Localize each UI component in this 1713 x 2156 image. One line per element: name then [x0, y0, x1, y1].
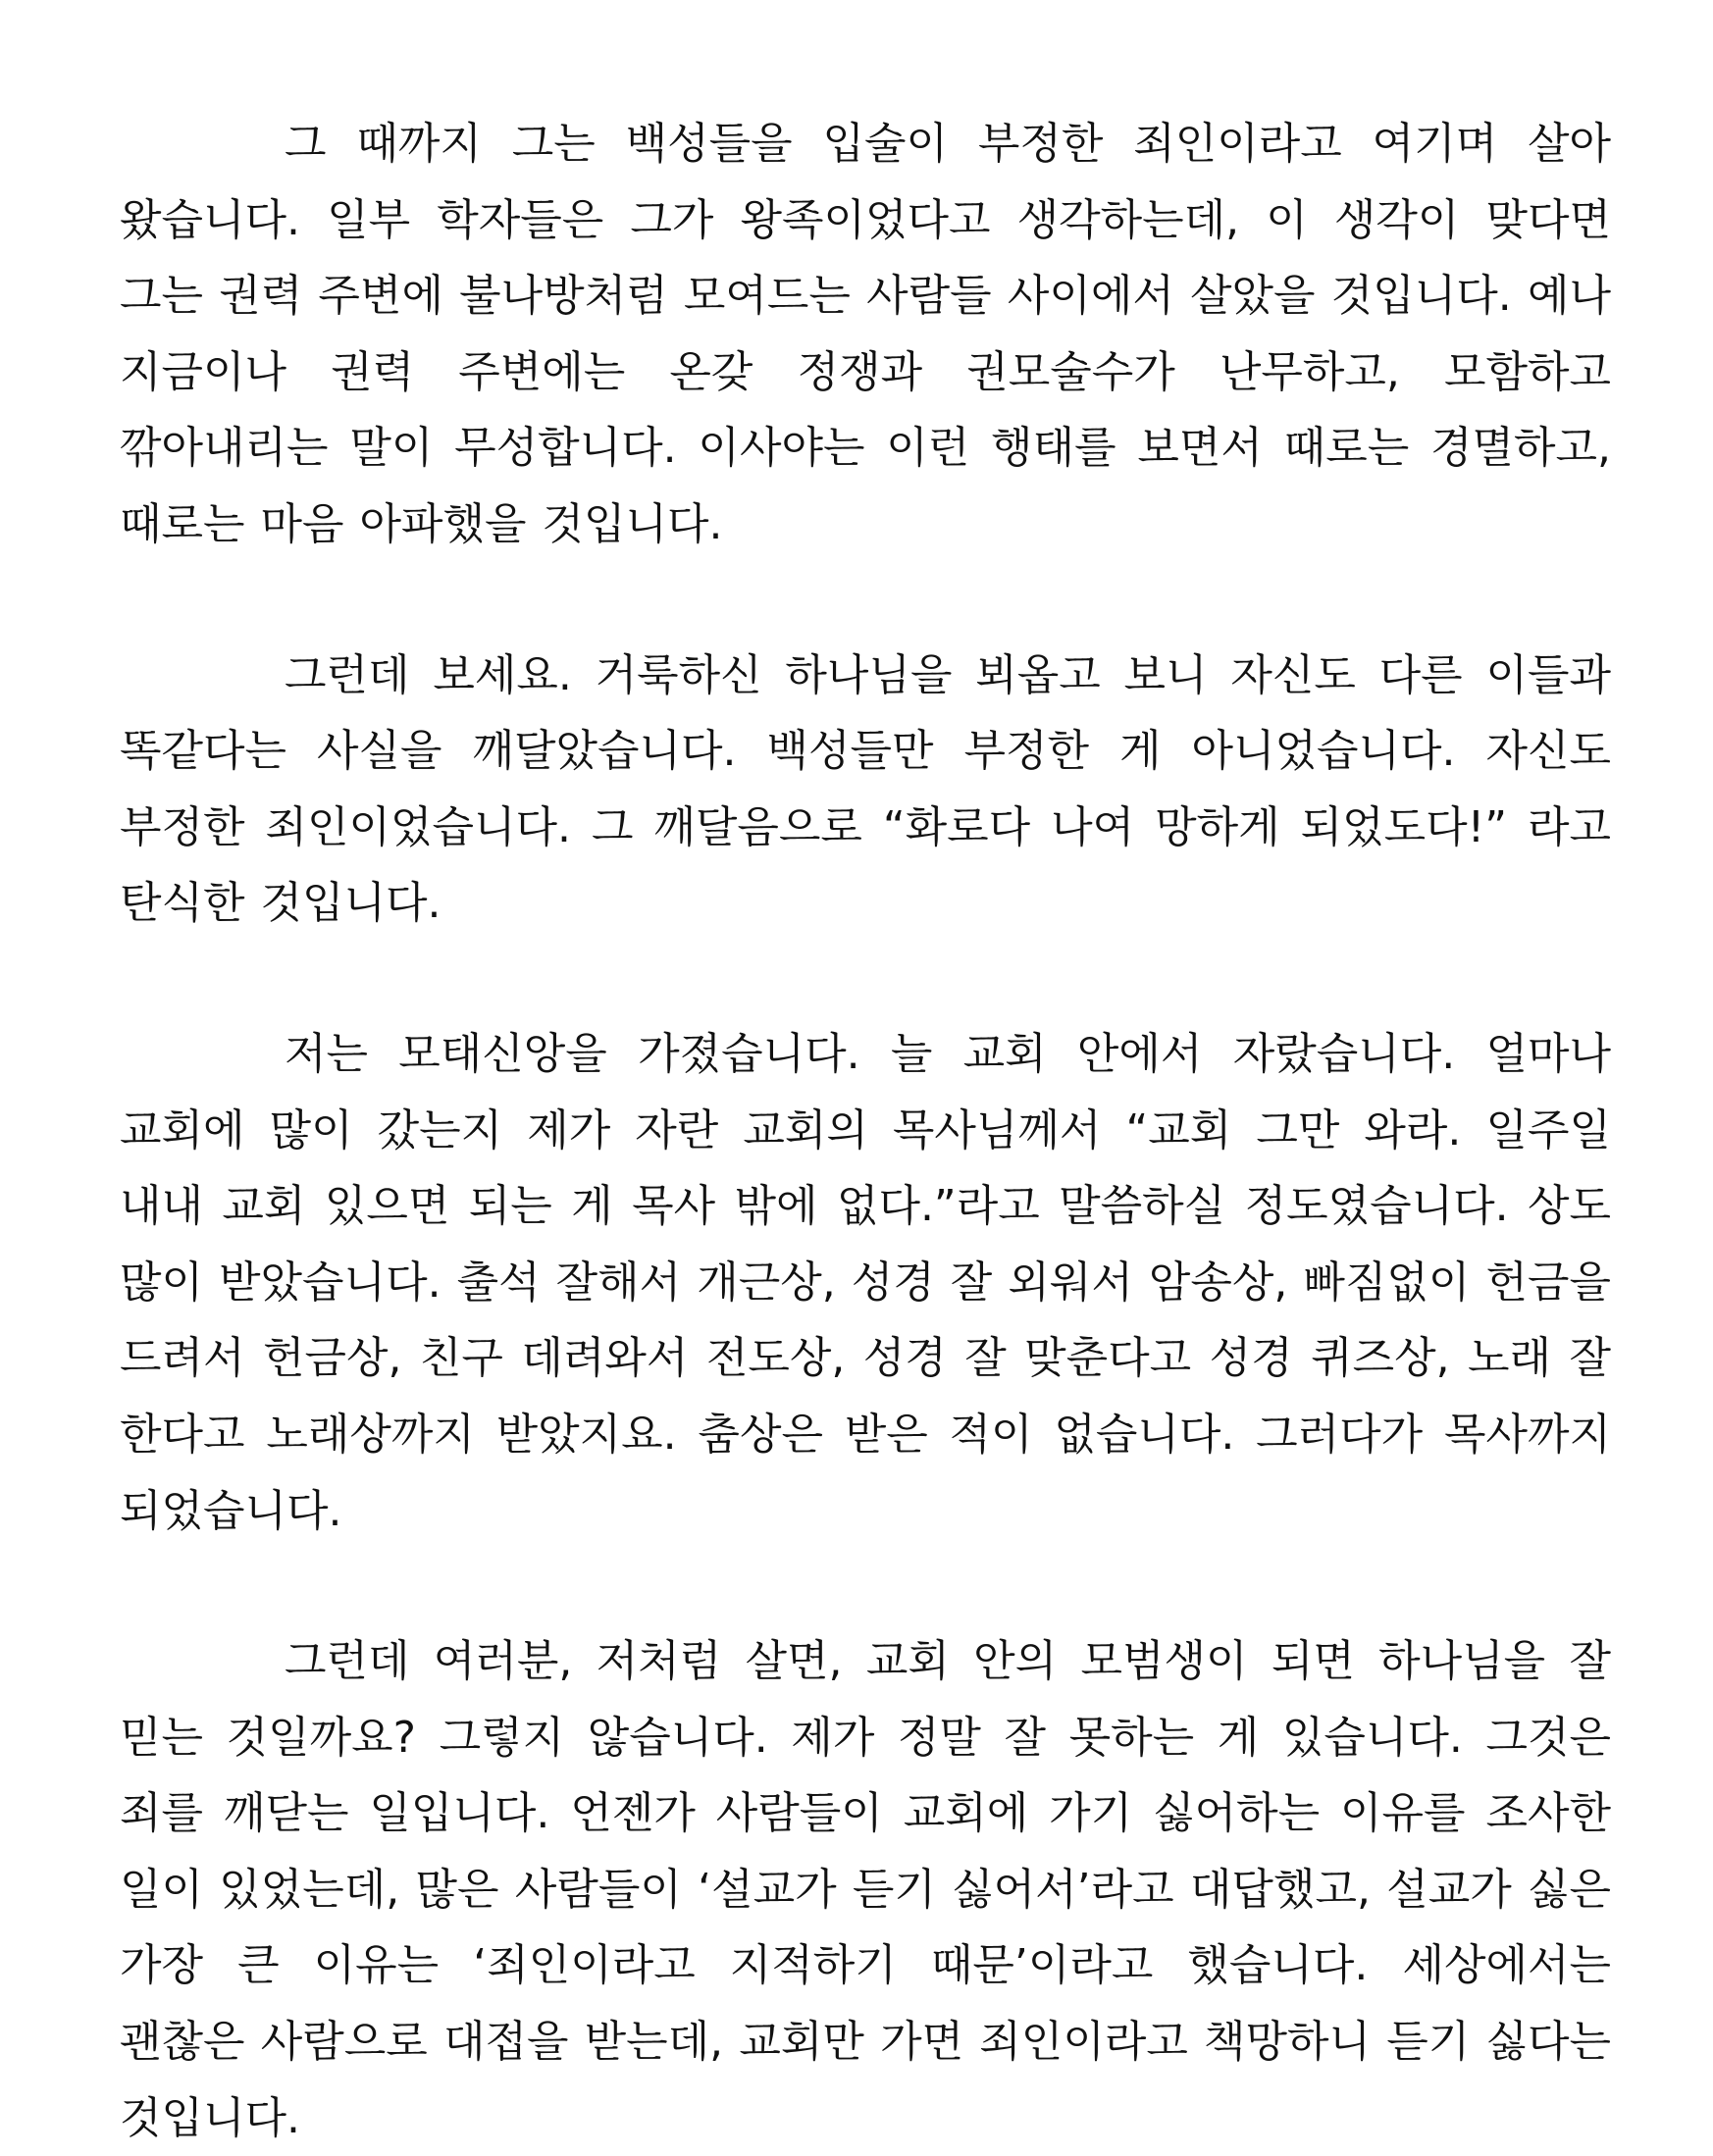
paragraph-isaiah-context: 그 때까지 그는 백성들을 입술이 부정한 죄인이라고 여기며 살아 왔습니다. 일부 학자들은 그가 왕족이었다고 생각하는데, 이 생각이 맞다면 그는 권력 주변에 불나방처럼 모여드는 사람들 사이에서 살았을 것입니다. 예나 지금이나 권력 주변에는 온갖 정쟁과 권모술수가 난무하고, 모함하고 깎아내리는 말이 무성합니다. 이사야는 이런 행태를 보면서 때로는 경멸하고, 때로는 마음 아파했을 것입니다.	[120, 119, 1611, 549]
paragraph-realization: 그런데 보세요. 거룩하신 하나님을 뵈옵고 보니 자신도 다른 이들과 똑같다는 사실을 깨달았습니다. 백성들만 부정한 게 아니었습니다. 자신도 부정한 죄인이었습니다. 그 깨달음으로 “화로다 나여 망하게 되었도다!” 라고 탄식한 것입니다.	[120, 649, 1611, 929]
document-page	[120, 106, 1611, 2156]
paragraph-church-survey: 그런데 여러분, 저처럼 살면, 교회 안의 모범생이 되면 하나님을 잘 믿는 것일까요? 그렇지 않습니다. 제가 정말 잘 못하는 게 있습니다. 그것은 죄를 깨닫는 일입니다. 언젠가 사람들이 교회에 가기 싫어하는 이유를 조사한 일이 있었는데, 많은 사람들이 ‘설교가 듣기 싫어서’라고 대답했고, 설교가 싫은 가장 큰 이유는 ‘죄인이라고 지적하기 때문’이라고 했습니다. 세상에서는 괜찮은 사람으로 대접을 받는데, 교회만 가면 죄인이라고 책망하니 듣기 싫다는 것입니다.	[120, 1636, 1611, 2143]
paragraph-personal-story: 저는 모태신앙을 가졌습니다. 늘 교회 안에서 자랐습니다. 얼마나 교회에 많이 갔는지 제가 자란 교회의 목사님께서 “교회 그만 와라. 일주일 내내 교회 있으면 되는 게 목사 밖에 없다.”라고 말씀하실 정도였습니다. 상도 많이 받았습니다. 출석 잘해서 개근상, 성경 잘 외워서 암송상, 빠짐없이 헌금을 드려서 헌금상, 친구 데려와서 전도상, 성경 잘 맞춘다고 성경 퀴즈상, 노래 잘 한다고 노래상까지 받았지요. 춤상은 받은 적이 없습니다. 그러다가 목사까지 되었습니다.	[120, 1028, 1611, 1536]
